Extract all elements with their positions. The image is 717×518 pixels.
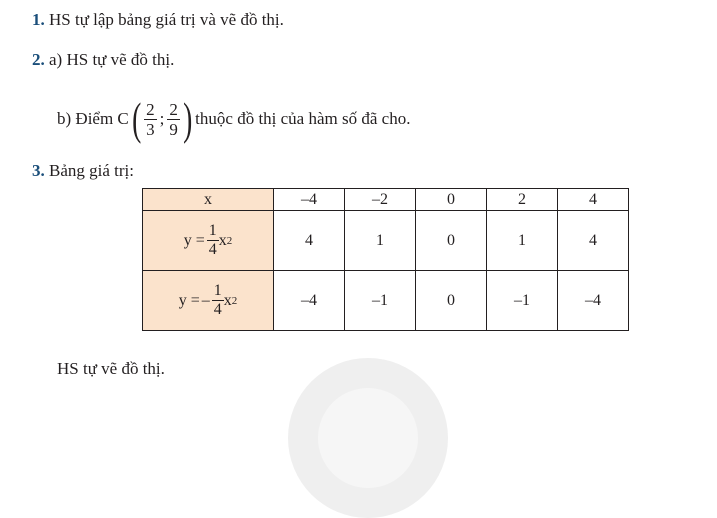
y-value-cell: 4: [558, 211, 629, 271]
point-y-numerator: 2: [169, 99, 178, 119]
y-value-cell: 1: [345, 211, 416, 271]
row-2-lhs: y =: [178, 291, 200, 309]
row-2-var: x: [223, 291, 232, 309]
y-value-cell: 4: [274, 211, 345, 271]
item-2a-text: a) HS tự vẽ đồ thị.: [49, 50, 175, 69]
item-1-number: 1.: [32, 10, 45, 29]
x-value-cell: –2: [345, 189, 416, 211]
point-x-denominator: 3: [146, 119, 155, 139]
row-2-sign: –: [201, 291, 210, 309]
point-separator: ;: [159, 109, 165, 128]
item-3-number: 3.: [32, 161, 45, 180]
y-value-cell: 0: [416, 271, 487, 331]
y-value-cell: –4: [558, 271, 629, 331]
row-1-coef-num: 1: [208, 222, 217, 239]
x-value-cell: 2: [487, 189, 558, 211]
item-3-text: Bảng giá trị:: [49, 161, 134, 180]
row-1-var: x: [218, 231, 227, 249]
row-1-coefficient: [207, 223, 219, 258]
footer-text: HS tự vẽ đồ thị.: [57, 359, 165, 378]
row-2-coef-num: 1: [213, 282, 222, 299]
row-2-exp: 2: [231, 294, 238, 307]
item-3: [32, 161, 134, 181]
y-value-cell: 0: [416, 211, 487, 271]
y-value-cell: –4: [274, 271, 345, 331]
value-table: [142, 188, 629, 331]
point-x-fraction: [144, 101, 157, 138]
row-2-formula: [143, 271, 274, 331]
row-2-coef-den: 4: [213, 301, 222, 318]
x-value-cell: 4: [558, 189, 629, 211]
open-paren: (: [131, 93, 142, 144]
row-1-lhs: y =: [183, 231, 205, 249]
row-1-coef-den: 4: [208, 241, 217, 258]
y-value-cell: –1: [345, 271, 416, 331]
close-paren: ): [182, 93, 193, 144]
item-1-text: HS tự lập bảng giá trị và vẽ đồ thị.: [49, 10, 284, 29]
item-2a: [32, 50, 174, 70]
table-row-2: [143, 271, 629, 331]
row-1-formula: [143, 211, 274, 271]
point-y-fraction: [167, 101, 180, 138]
y-value-cell: 1: [487, 211, 558, 271]
point-x-numerator: 2: [146, 99, 155, 119]
row-2-coefficient: [212, 283, 224, 318]
item-2-number: 2.: [32, 50, 45, 69]
item-1: [32, 10, 284, 30]
x-value-cell: 0: [416, 189, 487, 211]
row-1-exp: 2: [226, 234, 233, 247]
table-header-row: [143, 189, 629, 211]
item-2b-suffix: thuộc đồ thị của hàm số đã cho.: [195, 109, 411, 128]
point-y-denominator: 9: [169, 119, 178, 139]
table-row-1: [143, 211, 629, 271]
item-2b: [57, 93, 411, 144]
y-value-cell: –1: [487, 271, 558, 331]
item-2b-prefix: b) Điểm C: [57, 109, 129, 128]
header-cell-x: x: [143, 189, 274, 211]
watermark-inner-circle: [318, 388, 418, 488]
x-value-cell: –4: [274, 189, 345, 211]
